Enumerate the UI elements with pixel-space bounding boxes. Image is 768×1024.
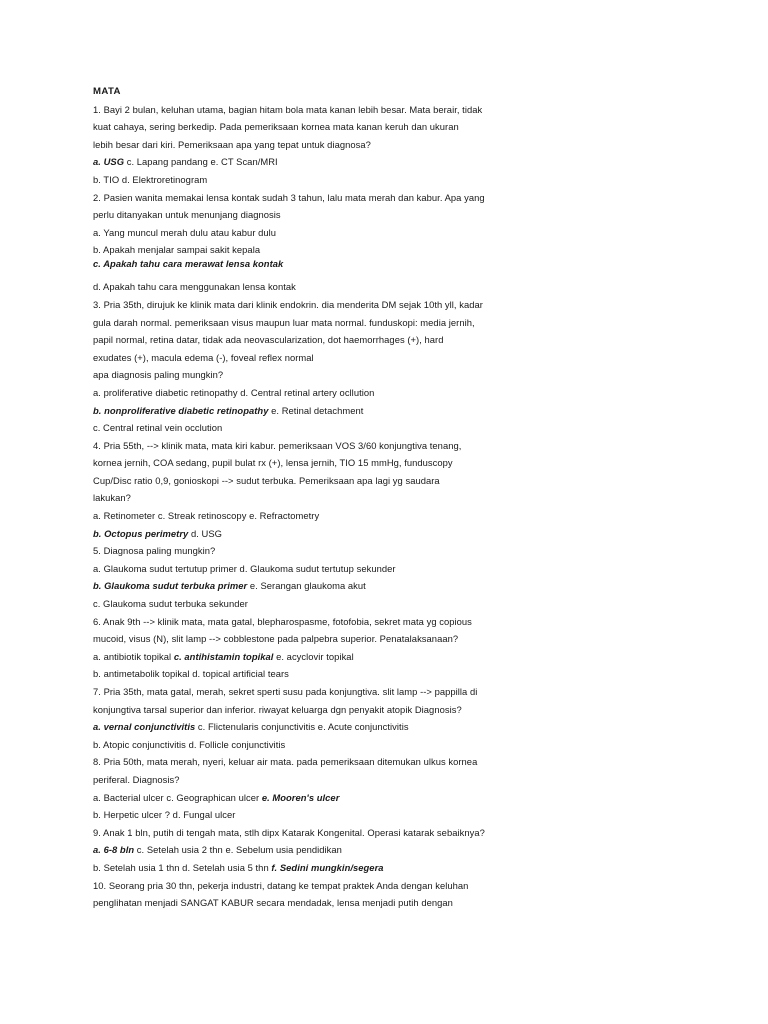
text-segment: kornea jernih, COA sedang, pupil bulat rx (+), lensa jernih, TIO 15 mmHg, funduscopy xyxy=(93,457,453,469)
text-line xyxy=(93,862,563,873)
text-segment: 9. Anak 1 bln, putih di tengah mata, stlh dipx Katarak Kongenital. Operasi katarak sebaiknya? xyxy=(93,826,485,838)
text-segment: a. Yang muncul merah dulu atau kabur dulu xyxy=(93,226,277,238)
text-line xyxy=(93,104,563,115)
text-segment: penglihatan menjadi SANGAT KABUR secara mendadak, lensa menjadi putih dengan xyxy=(93,897,453,909)
text-segment: e. acyclovir topikal xyxy=(273,650,354,662)
text-segment: periferal. Diagnosis? xyxy=(93,773,180,785)
text-segment: 7. Pria 35th, mata gatal, merah, sekret sperti susu pada konjungtiva. slit lamp --> pappilla di xyxy=(93,686,478,697)
text-segment: 2. Pasien wanita memakai lensa kontak sudah 3 tahun, lalu mata merah dan kabur. Apa yang xyxy=(93,191,485,203)
text-segment: a. Glaukoma sudut tertutup primer d. Glaukoma sudut tertutup sekunder xyxy=(93,562,396,574)
text-segment: exudates (+), macula edema (-), foveal reflex normal xyxy=(93,351,314,363)
text-line xyxy=(93,352,563,363)
text-segment: mucoid, visus (N), slit lamp --> cobblestone pada palpebra superior. Penatalaksanaan? xyxy=(93,633,459,645)
text-segment: d. USG xyxy=(188,527,222,539)
text-line xyxy=(93,528,563,539)
text-line xyxy=(93,510,563,521)
text-segment: Cup/Disc ratio 0,9, gonioskopi --> sudut terbuka. Pemeriksaan apa lagi yg saudara xyxy=(93,474,440,486)
text-line xyxy=(93,405,563,416)
text-line xyxy=(93,827,563,838)
text-line xyxy=(93,317,563,328)
text-line xyxy=(93,616,563,627)
text-segment: 3. Pria 35th, dirujuk ke klinik mata dari klinik endokrin. dia menderita DM sejak 10th yll, kadar xyxy=(93,298,483,310)
document-body xyxy=(93,104,563,909)
text-segment: c. Glaukoma sudut terbuka sekunder xyxy=(93,598,248,610)
text-line xyxy=(93,739,563,750)
text-segment: papil normal, retina datar, tidak ada neovascularization, dot haemorrhages (+), hard xyxy=(93,334,444,346)
text-segment: b. Setelah usia 1 thn d. Setelah usia 5 thn xyxy=(93,861,272,873)
text-line xyxy=(93,563,563,574)
text-segment: a. Retinometer c. Streak retinoscopy e. Refractometry xyxy=(93,510,320,522)
text-segment: apa diagnosis paling mungkin? xyxy=(93,369,224,381)
text-segment: c. Setelah usia 2 thn e. Sebelum usia pendidikan xyxy=(134,844,342,856)
text-segment: b. Atopic conjunctivitis d. Follicle conjunctivitis xyxy=(93,738,286,750)
text-segment: 10. Seorang pria 30 thn, pekerja industri, datang ke tempat praktek Anda dengan keluhan xyxy=(93,879,469,891)
answer-highlight: b. nonproliferative diabetic retinopathy xyxy=(93,404,269,416)
text-segment: perlu ditanyakan untuk menunjang diagnosis xyxy=(93,209,281,221)
text-line xyxy=(93,369,563,380)
text-segment: c. Lapang pandang e. CT Scan/MRI xyxy=(124,156,278,168)
text-line xyxy=(93,475,563,486)
text-segment: 6. Anak 9th --> klinik mata, mata gatal, blepharospasme, fotofobia, sekret mata yg copious xyxy=(93,615,472,627)
text-line xyxy=(93,668,563,679)
text-segment: c. Flictenularis conjunctivitis e. Acute conjunctivitis xyxy=(195,721,409,733)
text-line xyxy=(93,686,563,697)
text-line xyxy=(93,651,563,662)
text-line xyxy=(93,457,563,468)
answer-highlight: e. Mooren's ulcer xyxy=(261,791,340,803)
text-line xyxy=(93,139,563,150)
text-segment: e. Retinal detachment xyxy=(268,404,364,416)
document-page xyxy=(93,86,563,915)
text-segment: a. Bacterial ulcer c. Geographican ulcer xyxy=(93,791,262,803)
text-segment: gula darah normal. pemeriksaan visus maupun luar mata normal. funduskopi: media jernih, xyxy=(93,316,475,328)
text-segment: e. Serangan glaukoma akut xyxy=(247,580,366,592)
text-line xyxy=(93,440,563,451)
text-line xyxy=(93,880,563,891)
text-line xyxy=(93,721,563,732)
answer-highlight: a. USG xyxy=(93,156,125,168)
text-segment: lakukan? xyxy=(93,492,131,504)
text-line xyxy=(93,704,563,715)
text-segment: b. TIO d. Elektroretinogram xyxy=(93,173,208,185)
text-segment: d. Apakah tahu cara menggunakan lensa kontak xyxy=(93,281,296,293)
text-segment: 8. Pria 50th, mata merah, nyeri, keluar air mata. pada pemeriksaan ditemukan ulkus kornea xyxy=(93,756,478,768)
text-line xyxy=(93,422,563,433)
text-segment: kuat cahaya, sering berkedip. Pada pemeriksaan kornea mata kanan keruh dan ukuran xyxy=(93,121,459,133)
text-segment: b. Apakah menjalar sampai sakit kepala xyxy=(93,244,261,256)
text-segment: b. Herpetic ulcer ? d. Fungal ulcer xyxy=(93,809,236,821)
text-segment: a. proliferative diabetic retinopathy d. Central retinal artery ocllution xyxy=(93,386,375,398)
text-line xyxy=(93,492,563,503)
text-line xyxy=(93,209,563,220)
text-segment: c. Central retinal vein occlution xyxy=(93,422,223,434)
answer-highlight: b. Octopus perimetry xyxy=(93,527,189,539)
text-line xyxy=(93,334,563,345)
answer-highlight: b. Glaukoma sudut terbuka primer xyxy=(93,580,248,592)
text-line xyxy=(93,227,563,238)
text-line xyxy=(93,121,563,132)
text-line xyxy=(93,258,563,269)
document-title: MATA xyxy=(93,86,121,97)
answer-highlight: a. vernal conjunctivitis xyxy=(93,721,196,733)
text-line xyxy=(93,598,563,609)
text-line xyxy=(93,244,563,255)
text-line xyxy=(93,281,563,292)
text-segment: 4. Pria 55th, --> klinik mata, mata kiri kabur. pemeriksaan VOS 3/60 konjungtiva tenang, xyxy=(93,439,462,451)
text-line xyxy=(93,545,563,556)
text-segment: 5. Diagnosa paling mungkin? xyxy=(93,545,216,557)
text-line xyxy=(93,299,563,310)
text-line xyxy=(93,387,563,398)
answer-highlight: f. Sedini mungkin/segera xyxy=(271,861,384,873)
answer-highlight: c. Apakah tahu cara merawat lensa kontak xyxy=(93,258,284,270)
text-line xyxy=(93,174,563,185)
text-line xyxy=(93,792,563,803)
text-segment: konjungtiva tarsal superior dan inferior. riwayat keluarga dgn penyakit atopik Diagnosis? xyxy=(93,703,462,715)
text-line xyxy=(93,897,563,908)
text-line xyxy=(93,844,563,855)
answer-highlight: c. antihistamin topikal xyxy=(173,650,274,662)
text-line xyxy=(93,192,563,203)
text-segment: a. antibiotik topikal xyxy=(93,650,174,662)
text-segment: 1. Bayi 2 bulan, keluhan utama, bagian hitam bola mata kanan lebih besar. Mata berair, tidak xyxy=(93,103,483,115)
text-line xyxy=(93,580,563,591)
text-line xyxy=(93,756,563,767)
text-segment: b. antimetabolik topikal d. topical artificial tears xyxy=(93,668,289,680)
text-line xyxy=(93,774,563,785)
answer-highlight: a. 6-8 bln xyxy=(93,844,135,856)
text-segment: lebih besar dari kiri. Pemeriksaan apa yang tepat untuk diagnosa? xyxy=(93,138,371,150)
text-line xyxy=(93,809,563,820)
text-line xyxy=(93,156,563,167)
text-line xyxy=(93,633,563,644)
